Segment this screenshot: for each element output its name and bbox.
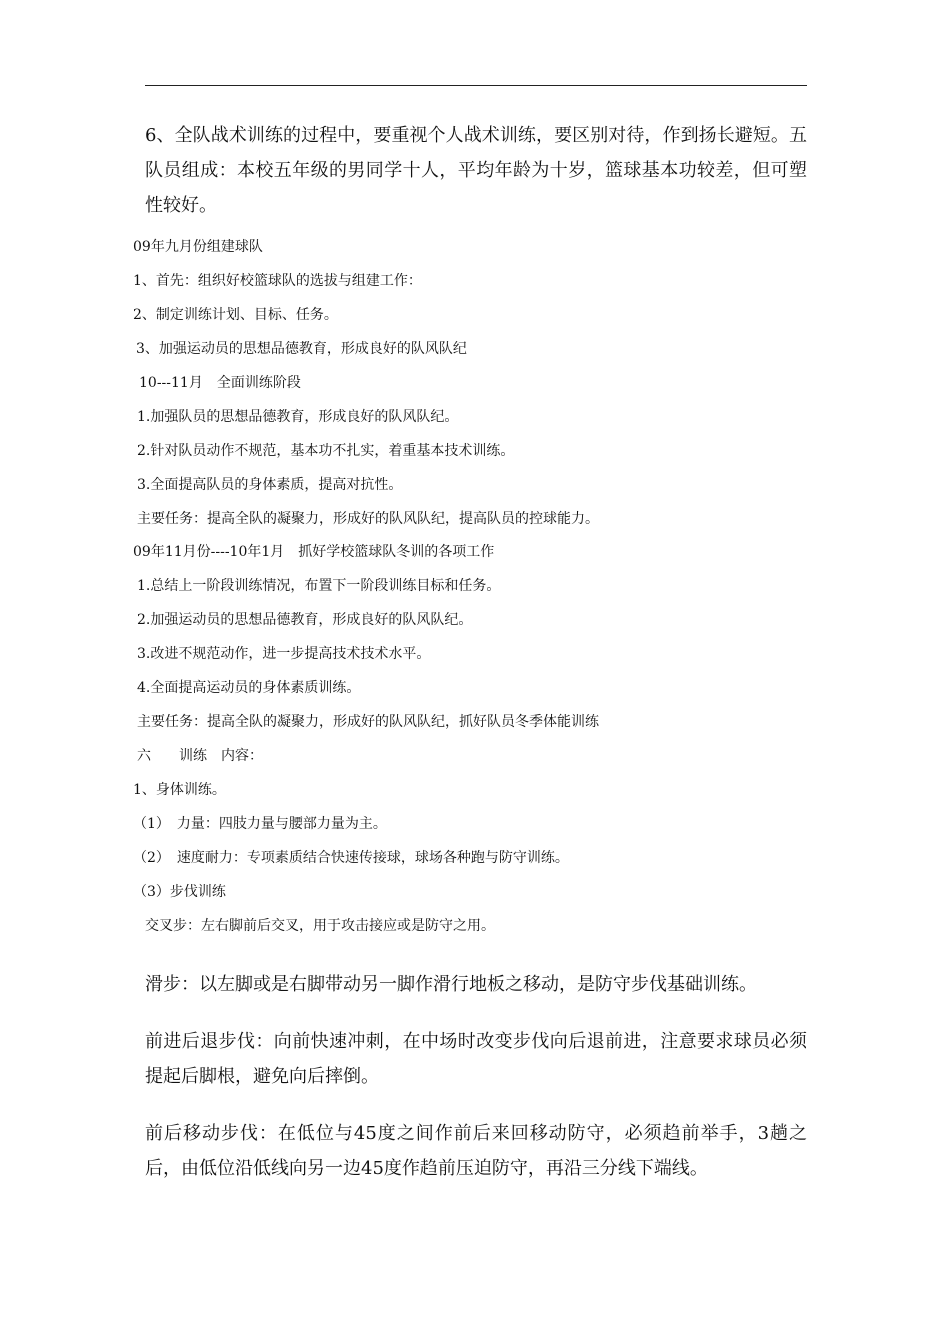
line-11: 1.总结上一阶段训练情况，布置下一阶段训练目标和任务。 [137, 578, 501, 594]
line-6: 1.加强队员的思想品德教育，形成良好的队风队纪。 [137, 409, 459, 425]
line-16: 六 训练 内容： [137, 748, 263, 764]
line-17: 1、身体训练。 [133, 782, 226, 798]
line-12: 2.加强运动员的思想品德教育，形成良好的队风队纪。 [137, 612, 473, 628]
line-1: 09年九月份组建球队 [133, 239, 263, 255]
forward-back-step-paragraph: 前进后退步伐：向前快速冲刺，在中场时改变步伐向后退前进，注意要求球员必须提起后脚根，避免向后摔倒。 [145, 1031, 807, 1087]
front-back-move-step-paragraph: 前后移动步伐：在低位与45度之间作前后来回移动防守，必须趋前举手，3趟之后，由低位沿低线向另一边45度作趋前压迫防守，再沿三分线下端线。 [145, 1123, 807, 1179]
line-7: 2.针对队员动作不规范，基本功不扎实，着重基本技术训练。 [137, 443, 515, 459]
line-8: 3.全面提高队员的身体素质，提高对抗性。 [137, 477, 403, 493]
line-4: 3、加强运动员的思想品德教育，形成良好的队风队纪 [136, 341, 467, 357]
line-14: 4.全面提高运动员的身体素质训练。 [137, 680, 361, 696]
line-13: 3.改进不规范动作，进一步提高技术技术水平。 [137, 646, 431, 662]
line-20: （3）步伐训练 [133, 884, 226, 900]
line-5: 10---11月 全面训练阶段 [139, 375, 301, 391]
line-19: （2） 速度耐力：专项素质结合快速传接球，球场各种跑与防守训练。 [133, 850, 569, 866]
line-3: 2、制定训练计划、目标、任务。 [133, 307, 338, 323]
line-21: 交叉步：左右脚前后交叉，用于攻击接应或是防守之用。 [145, 918, 495, 934]
line-10: 09年11月份----10年1月 抓好学校篮球队冬训的各项工作 [133, 544, 495, 560]
line-15: 主要任务：提高全队的凝聚力，形成好的队风队纪，抓好队员冬季体能训练 [137, 714, 599, 730]
line-18: （1） 力量：四肢力量与腰部力量为主。 [133, 816, 387, 832]
line-9: 主要任务：提高全队的凝聚力，形成好的队风队纪，提高队员的控球能力。 [137, 511, 599, 527]
header-rule [145, 85, 807, 86]
slide-step-paragraph: 滑步：以左脚或是右脚带动另一脚作滑行地板之移动，是防守步伐基础训练。 [145, 974, 757, 995]
line-2: 1、首先：组织好校篮球队的选拔与组建工作： [133, 273, 422, 289]
top-paragraph: 6、全队战术训练的过程中，要重视个人战术训练，要区别对待，作到扬长避短。五队员组成：本校五年级的男同学十人，平均年龄为十岁，篮球基本功较差，但可塑性较好。 [145, 125, 807, 216]
